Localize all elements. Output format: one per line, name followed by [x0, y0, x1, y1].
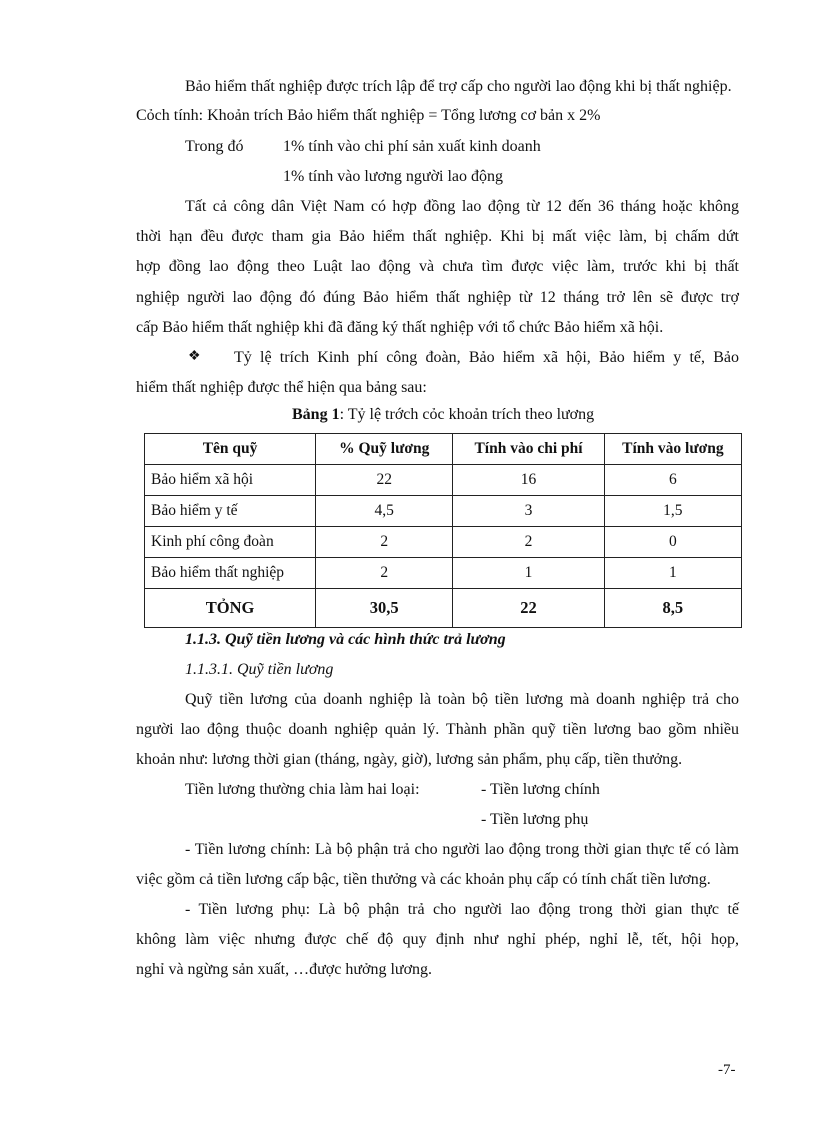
table-caption-label: Bảng 1: [292, 406, 340, 423]
table-cell: TỎNG: [145, 589, 316, 628]
table-total-row: [145, 589, 742, 628]
table-cell: 16: [453, 465, 604, 496]
table-cell: 0: [604, 527, 741, 558]
table-header-cell: % Quỹ lương: [316, 434, 453, 465]
table-cell: 1: [604, 558, 741, 589]
paragraph-line: hợp đồng lao động theo Luật lao động và chưa tìm được việc làm, trước khi bị thất: [136, 258, 739, 275]
table-caption: [292, 405, 594, 425]
paragraph-line: người lao động thuộc doanh nghiệp quản lý. Thành phần quỹ tiền lương bao gồm nhiều: [136, 721, 739, 738]
table-cell: 2: [316, 558, 453, 589]
section-heading: 1.1.3. Quỹ tiền lương và các hình thức trả lương: [185, 631, 506, 648]
table-cell: 22: [453, 589, 604, 628]
table-cell: 1,5: [604, 496, 741, 527]
paragraph-line: - Tiền lương chính: Là bộ phận trả cho người lao động trong thời gian thực tế có làm: [185, 841, 739, 858]
page-number: -7-: [718, 1062, 736, 1078]
paragraph-line: nghiệp người lao động đó đúng Bảo hiểm thất nghiệp từ 12 tháng trở lên sẽ được trợ: [136, 289, 739, 306]
paragraph-line: 1% tính vào lương người lao động: [283, 168, 504, 185]
table-cell: 4,5: [316, 496, 453, 527]
subsection-heading: 1.1.3.1. Quỹ tiền lương: [185, 661, 334, 678]
paragraph-line: 1% tính vào chi phí sản xuất kinh doanh: [283, 138, 541, 155]
paragraph-line: việc gồm cả tiền lương cấp bậc, tiền thưởng và các khoản phụ cấp có tính chất tiền lương.: [136, 871, 711, 888]
table-cell: 30,5: [316, 589, 453, 628]
table-cell: 2: [316, 527, 453, 558]
paragraph-line: hiểm thất nghiệp được thể hiện qua bảng sau:: [136, 379, 427, 396]
table-cell: 1: [453, 558, 604, 589]
table-cell: 22: [316, 465, 453, 496]
table-row: [145, 527, 742, 558]
table-cell: 8,5: [604, 589, 741, 628]
paragraph-line: Trong đó: [185, 138, 244, 155]
paragraph-line: Cỏch tính: Khoản trích Bảo hiểm thất nghiệp = Tổng lương cơ bản x 2%: [136, 107, 601, 124]
paragraph-line: Bảo hiểm thất nghiệp được trích lập để trợ cấp cho người lao động khi bị thất nghiệp.: [185, 78, 732, 95]
paragraph-line: thời hạn đều được tham gia Bảo hiểm thất nghiệp. Khi bị mất việc làm, bị chấm dứt: [136, 228, 739, 245]
paragraph-line: khoản như: lương thời gian (tháng, ngày, giờ), lương sản phẩm, phụ cấp, tiền thưởng.: [136, 751, 683, 768]
table-row: [145, 558, 742, 589]
table-cell: 6: [604, 465, 741, 496]
paragraph-line: cấp Bảo hiểm thất nghiệp khi đã đăng ký thất nghiệp với tổ chức Bảo hiểm xã hội.: [136, 319, 664, 336]
table-caption-text: : Tỷ lệ trớch cỏc khoản trích theo lương: [339, 406, 595, 423]
paragraph-line: nghỉ và ngừng sản xuất, …được hưởng lương.: [136, 961, 433, 978]
table-cell: Kinh phí công đoàn: [145, 527, 316, 558]
list-item: - Tiền lương phụ: [481, 811, 589, 828]
list-item: - Tiền lương chính: [481, 781, 600, 798]
table-header-cell: Tính vào lương: [604, 434, 741, 465]
table-cell: 3: [453, 496, 604, 527]
paragraph-line: Tỷ lệ trích Kinh phí công đoàn, Bảo hiểm xã hội, Bảo hiểm y tế, Bảo: [234, 349, 739, 366]
paragraph-line: Tiền lương thường chia làm hai loại:: [185, 781, 420, 798]
paragraph-line: - Tiền lương phụ: Là bộ phận trả cho người lao động trong thời gian thực tế: [185, 901, 739, 918]
table-cell: Bảo hiểm xã hội: [145, 465, 316, 496]
table-row: [145, 465, 742, 496]
paragraph-line: Quỹ tiền lương của doanh nghiệp là toàn bộ tiền lương mà doanh nghiệp trả cho: [185, 691, 739, 708]
paragraph-line: Tất cả công dân Việt Nam có hợp đồng lao động từ 12 đến 36 tháng hoặc không: [185, 198, 739, 215]
table-header-row: [145, 434, 742, 465]
table-cell: Bảo hiểm y tế: [145, 496, 316, 527]
table-row: [145, 496, 742, 527]
bullet-icon: ❖: [188, 349, 201, 364]
table-cell: 2: [453, 527, 604, 558]
paragraph-line: không làm việc nhưng được chế độ quy định như nghỉ phép, nghỉ lễ, tết, hội họp,: [136, 931, 739, 948]
table-cell: Bảo hiểm thất nghiệp: [145, 558, 316, 589]
contribution-table: [144, 433, 742, 628]
table-header-cell: Tính vào chi phí: [453, 434, 604, 465]
table-header-cell: Tên quỹ: [145, 434, 316, 465]
